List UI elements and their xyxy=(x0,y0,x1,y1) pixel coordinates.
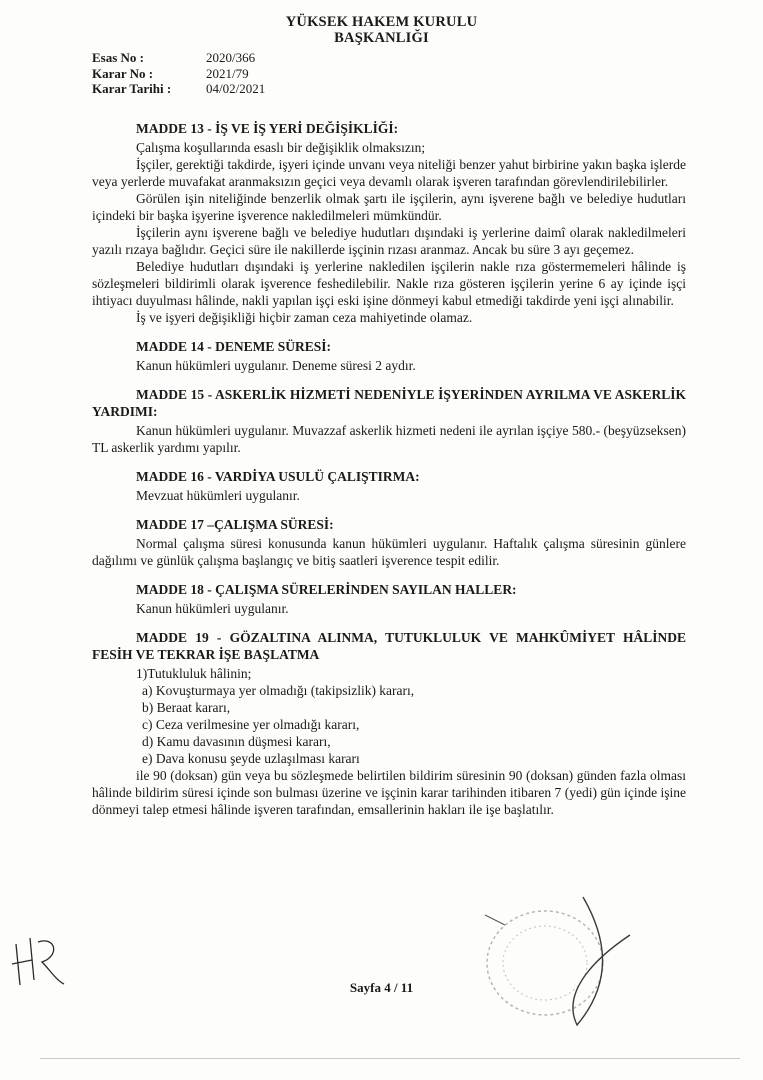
meta-row-karar-tarihi xyxy=(92,81,265,97)
paragraph: Kanun hükümleri uygulanır. Deneme süresi 2 aydır. xyxy=(136,358,416,373)
paragraph: İşçilerin aynı işverene bağlı ve belediye hudutları dışındaki iş yerlerine daimî olarak nakledilmeleri yazılı rızaya bağlıdır. Geçici süre ile nakillerde işçinin rızası aranmaz. Ancak bu süre 3 ayı geçemez. xyxy=(92,225,686,257)
article-heading: MADDE 18 - ÇALIŞMA SÜRELERİNDEN SAYILAN HALLER: xyxy=(136,582,517,597)
paragraph: Normal çalışma süresi konusunda kanun hükümleri uygulanır. Haftalık çalışma süresinin günlere dağılımı ve günlük çalışma başlangıç ve bitiş saatleri işverence tespit edilir. xyxy=(92,536,686,568)
article-15 xyxy=(92,386,686,456)
article-13 xyxy=(92,120,686,326)
article-19 xyxy=(92,629,686,818)
document-body xyxy=(92,120,686,830)
list-item: a) Kovuşturmaya yer olmadığı (takipsizlik) kararı, xyxy=(142,683,415,698)
paragraph: Mevzuat hükümleri uygulanır. xyxy=(136,488,300,503)
header-subtitle: BAŞKANLIĞI xyxy=(334,30,429,46)
paragraph: Belediye hudutları dışındaki iş yerlerine nakledilen işçilerin nakle rıza göstermemeleri hâlinde iş sözleşmeleri bildirimli olarak işverence feshedilebilir. Nakle rıza gösteren işçilerin yerine 6 ay içinde işçi ihtiyacı duyulması hâlinde, nakli yapılan işçi eski işine dönmeyi kabul etmediği takdirde yeni işçi alınabilir. xyxy=(92,259,686,308)
article-heading: MADDE 15 - ASKERLİK HİZMETİ NEDENİYLE İŞYERİNDEN AYRILMA VE ASKERLİK YARDIMI: xyxy=(92,387,686,419)
article-heading: MADDE 17 –ÇALIŞMA SÜRESİ: xyxy=(136,517,334,532)
case-meta xyxy=(92,50,265,97)
page-number: Sayfa 4 / 11 xyxy=(349,980,414,995)
paragraph: 1)Tutukluluk hâlinin; xyxy=(136,666,252,681)
meta-label: Karar No : xyxy=(92,65,154,81)
bottom-divider xyxy=(40,1058,740,1059)
article-heading: MADDE 14 - DENEME SÜRESİ: xyxy=(136,339,332,354)
list-item: c) Ceza verilmesine yer olmadığı kararı, xyxy=(142,717,360,732)
meta-value: 2021/79 xyxy=(206,65,249,81)
article-heading: MADDE 19 - GÖZALTINA ALINMA, TUTUKLULUK VE MAHKÛMİYET HÂLİNDE FESİH VE TEKRAR İŞE BAŞLATMA xyxy=(92,630,686,662)
article-heading: MADDE 13 - İŞ VE İŞ YERİ DEĞİŞİKLİĞİ: xyxy=(136,121,399,136)
paragraph: Kanun hükümleri uygulanır. xyxy=(136,601,289,616)
article-17 xyxy=(92,516,686,569)
document-header xyxy=(0,14,763,46)
paragraph: İşçiler, gerektiği takdirde, işyeri içinde unvanı veya niteliği benzer yahut birbirine yakın başka işlerde veya yerlerde muvafakat aranmaksızın geçici veya devamlı olarak işveren tarafından görevlendirilebilirler. xyxy=(92,157,686,189)
paragraph: Görülen işin niteliğinde benzerlik olmak şartı ile işçilerin, aynı işverene bağlı ve belediye hudutları içindeki bir başka işyerine işverence nakledilmeleri mümkündür. xyxy=(92,191,686,223)
meta-label: Karar Tarihi : xyxy=(92,81,172,96)
article-18 xyxy=(92,581,686,617)
meta-label: Esas No : xyxy=(92,50,145,65)
paragraph: Kanun hükümleri uygulanır. Muvazzaf askerlik hizmeti nedeni ile ayrılan işçiye 580.- (beşyüzseksen) TL askerlik yardımı yapılır. xyxy=(92,423,686,455)
header-title: YÜKSEK HAKEM KURULU xyxy=(285,14,478,30)
article-heading: MADDE 16 - VARDİYA USULÜ ÇALIŞTIRMA: xyxy=(136,469,420,484)
meta-row-esas xyxy=(92,50,265,66)
article-16 xyxy=(92,468,686,504)
meta-value: 2020/366 xyxy=(206,50,256,65)
meta-value: 04/02/2021 xyxy=(206,81,266,96)
article-14 xyxy=(92,338,686,374)
list-item: b) Beraat kararı, xyxy=(142,700,231,715)
seal-stamp-icon xyxy=(465,895,645,1035)
meta-row-karar xyxy=(92,66,265,82)
list-item: d) Kamu davasının düşmesi kararı, xyxy=(142,734,331,749)
paragraph: ile 90 (doksan) gün veya bu sözleşmede belirtilen bildirim süresinin 90 (doksan) günden fazla olması hâlinde bildirim süresi içinde son bulması üzerine ve işçinin karar tarihinden itibaren 7 (yedi) gün içinde işine dönmeyi talep etmesi hâlinde işveren tarafından, emsallerinin hakları ile işe başlatılır. xyxy=(92,768,686,817)
paragraph: İş ve işyeri değişikliği hiçbir zaman ceza mahiyetinde olamaz. xyxy=(136,310,473,325)
list-item: e) Dava konusu şeyde uzlaşılması kararı xyxy=(142,751,360,766)
paragraph: Çalışma koşullarında esaslı bir değişiklik olmaksızın; xyxy=(136,140,426,155)
